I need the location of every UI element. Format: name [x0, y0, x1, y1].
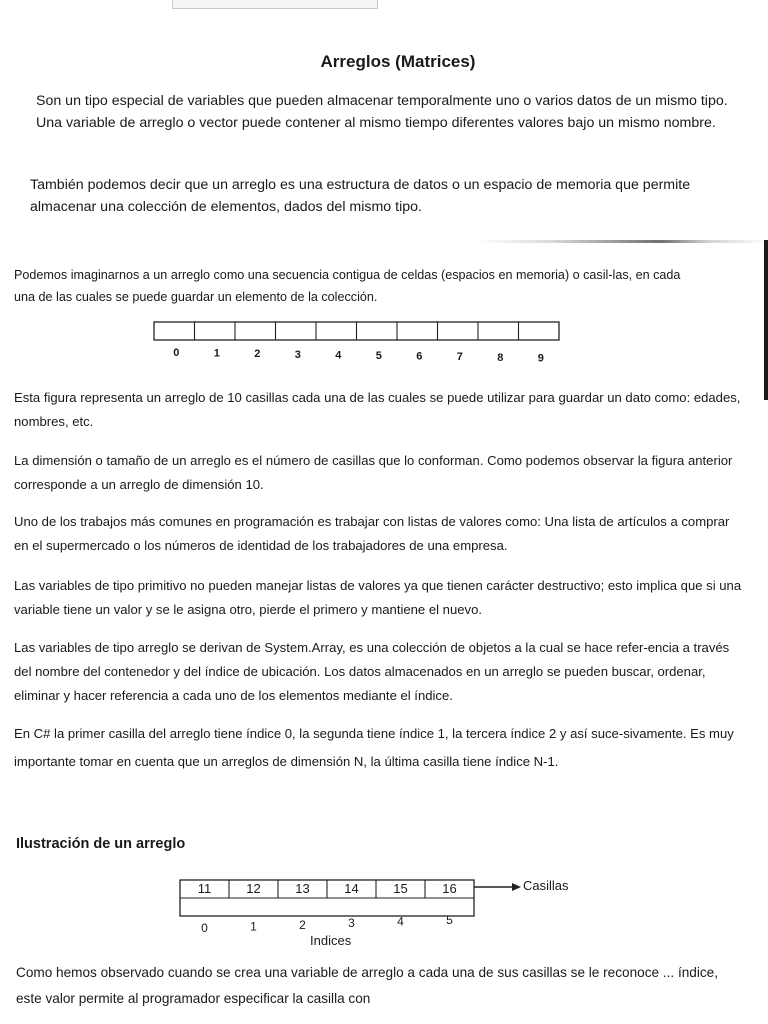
paragraph-lists: Uno de los trabajos más comunes en programación es trabajar con listas de valores como: Una lista de artículos a comprar en el supermercado o los números de identidad de los trabajadores de una empresa. [14, 514, 730, 553]
index-label: 0 [201, 921, 208, 935]
paragraph-primitive: Las variables de tipo primitivo no pueden manejar listas de valores ya que tienen carácter destructivo; esto implica que si una variable tiene un valor y se le asigna otro, pierde el primero y mantiene el nuevo. [14, 578, 742, 617]
index-label: 5 [375, 350, 382, 362]
index-label: 2 [299, 917, 306, 932]
cell-value: 16 [442, 881, 457, 896]
paragraph-cells: Podemos imaginarnos a un arreglo como una secuencia contigua de celdas (espacios en memoria) o casil-las, en cada una de las cuales se puede guardar un elemento de la colección. [14, 268, 681, 304]
index-label: 2 [254, 348, 261, 361]
page-title: Arreglos (Matrices) [320, 52, 476, 71]
cell-indices [173, 347, 544, 364]
casillas-label: Casillas [523, 878, 569, 893]
index-label: 9 [537, 352, 544, 365]
paragraph-definition: Son un tipo especial de variables que pueden almacenar temporalmente uno o varios datos de un mismo tipo. Una variable de arreglo o vector puede contener al mismo tiempo diferentes valores bajo un mismo nombre. [36, 93, 728, 131]
cell-value: 15 [393, 881, 408, 896]
paragraph-closing: Como hemos observado cuando se crea una variable de arreglo a cada una de sus casillas se le reconoce ... índice, este valor permite al programador especificar la casilla con [16, 965, 719, 1006]
arrow-head-icon [512, 883, 521, 891]
index-label: 4 [335, 349, 342, 362]
index-label: 7 [456, 351, 463, 364]
cell-value: 11 [197, 881, 212, 896]
index-label: 8 [497, 351, 504, 364]
paragraph-structure: También podemos decir que un arreglo es una estructura de datos o un espacio de memoria que permite almacenar una colección de elementos, dados del mismo tipo. [30, 177, 691, 215]
index-label: 5 [446, 913, 453, 927]
cell-value: 12 [246, 881, 261, 896]
index-label: 1 [213, 347, 220, 360]
paragraph-system-array: Las variables de tipo arreglo se derivan de System.Array, es una colección de objetos a la cual se hace refer-encia a través del nombre del contenedor y del índice de ubicación. Los datos almacenados en un arreglo se pueden buscar, ordenar, eliminar y hacer referencia a cada uno de los elementos mediante el índice. [14, 640, 730, 703]
cell-dividers [195, 322, 519, 340]
array-illustration [180, 878, 569, 948]
index-label: 1 [250, 919, 257, 934]
array-figure-10 [154, 322, 559, 364]
section-heading-illustration: Ilustración de un arreglo [16, 836, 186, 852]
cell-value: 14 [344, 881, 359, 896]
index-label: 6 [416, 350, 423, 363]
index-label: 0 [173, 347, 180, 359]
index-label: 4 [397, 914, 404, 929]
paragraph-csharp-index: En C# la primer casilla del arreglo tiene índice 0, la segunda tiene índice 1, la tercera índice 2 y así suce-sivamente. Es muy importante tomar en cuenta que un arreglos de dimensión N, la última casilla tiene índice N-1. [14, 726, 734, 769]
paragraph-figure-description: Esta figura representa un arreglo de 10 casillas cada una de las cuales se puede utilizar para guardar un dato como: edades, nombres, etc. [14, 390, 741, 429]
index-label: 3 [294, 348, 301, 361]
cell-value: 13 [295, 881, 310, 896]
paragraph-dimension: La dimensión o tamaño de un arreglo es el número de casillas que lo conforman. Como podemos observar la figura anterior corresponde a un arreglo de dimensión 10. [14, 453, 733, 492]
indices-label: Indices [310, 933, 352, 948]
index-label: 3 [348, 916, 355, 931]
